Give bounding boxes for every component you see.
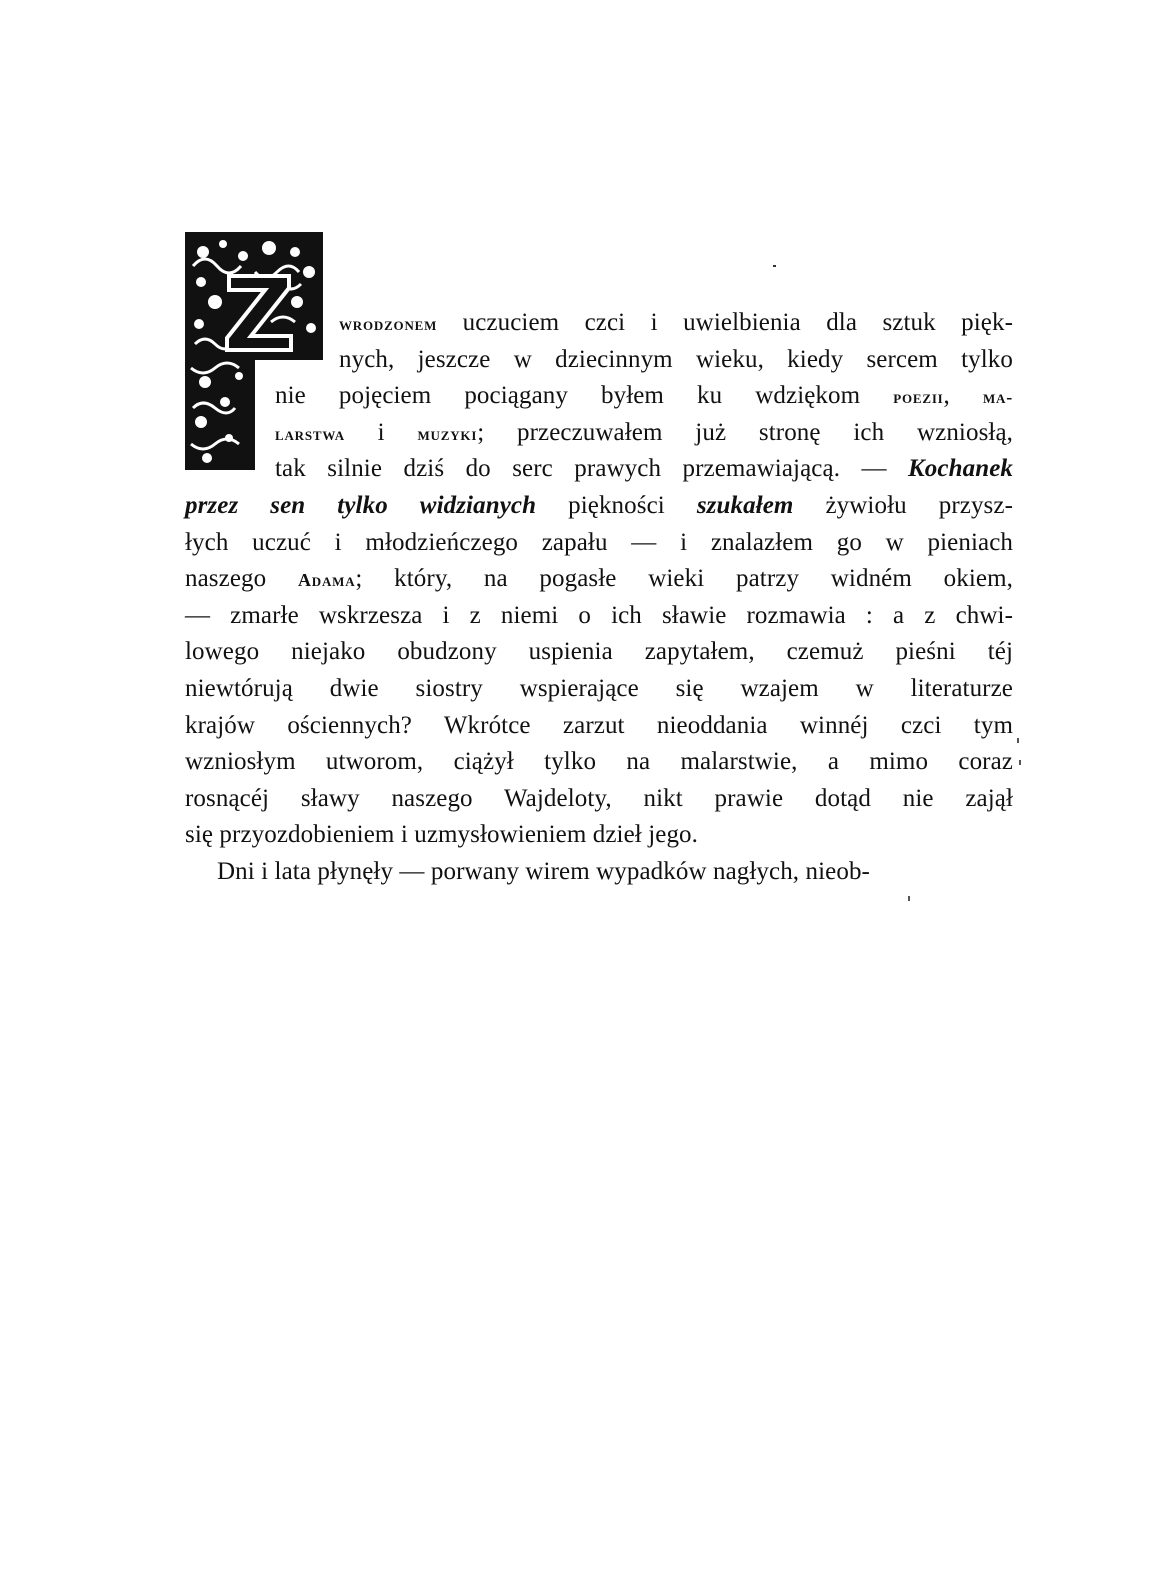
line-text: i	[344, 418, 418, 446]
text-line-15: się przyozdobieniem i uzmysłowieniem dzieł jego.	[185, 821, 698, 849]
text-line-11: niewtórują dwie siostry wspierające się wzajem w literaturze	[185, 674, 1013, 702]
text-block	[185, 305, 1013, 891]
line-text: uczuciem czci i uwielbienia dla sztuk pięk-	[437, 309, 1013, 336]
italic-word: Kochanek	[908, 455, 1013, 483]
text-line-13: wzniosłym utworom, ciążył tylko na malarstwie, a mimo coraz	[185, 748, 1013, 776]
stray-ink-speck	[1017, 738, 1019, 743]
line-text: nie pojęciem pociągany byłem ku wdziękom	[275, 382, 894, 410]
text-line-10: lowego niejako obudzony uspienia zapytałem, czemuż pieśni téj	[185, 638, 1013, 666]
stray-ink-speck	[1019, 760, 1021, 765]
italic-word: szukałem	[696, 491, 794, 519]
small-caps-word: larstwa	[275, 423, 345, 444]
italic-phrase: przez sen tylko widzianych	[185, 491, 537, 519]
stray-ink-speck	[908, 896, 910, 901]
line-text: ; przeczuwałem już stronę ich wzniosłą,	[477, 418, 1013, 446]
text-line-1	[185, 305, 1013, 342]
small-caps-word: muzyki	[417, 423, 478, 444]
line-text: tak silnie dziś do serc prawych przemawiającą. —	[275, 455, 909, 483]
small-caps-word: ma-	[982, 387, 1013, 408]
paragraph-2-line-1: Dni i lata płynęły — porwany wirem wypadków nagłych, nieob-	[217, 857, 870, 885]
stray-ink-dot	[773, 265, 776, 267]
small-caps-word: poezii	[893, 387, 944, 408]
line-text: piękności	[536, 491, 697, 519]
text-line-9: — zmarłe wskrzesza i z niemi o ich sławie rozmawia : a z chwi-	[185, 601, 1013, 629]
line-text: ; który, na pogasłe wieki patrzy widném okiem,	[355, 565, 1013, 593]
text-line-6	[185, 488, 1013, 525]
text-line-3	[185, 378, 1013, 415]
text-line-12: krajów ościennych? Wkrótce zarzut nieoddania winnéj czci tym	[185, 711, 1013, 739]
small-caps-word: wrodzonem	[339, 314, 438, 334]
line-text: żywiołu przysz-	[793, 491, 1013, 519]
text-line-7: łych uczuć i młodzieńczego zapału — i znalazłem go w pieniach	[185, 528, 1013, 556]
line-text: ,	[943, 382, 983, 410]
text-line-4	[185, 415, 1013, 452]
text-line-14: rosnącéj sławy naszego Wajdeloty, nikt prawie dotąd nie zajął	[185, 784, 1013, 812]
text-line-8	[185, 561, 1013, 598]
text-line-5	[185, 451, 1013, 488]
line-text: naszego	[185, 565, 298, 593]
small-caps-word: Adama	[297, 570, 356, 591]
text-line-2: nych, jeszcze w dziecinnym wieku, kiedy sercem tylko	[339, 345, 1013, 373]
